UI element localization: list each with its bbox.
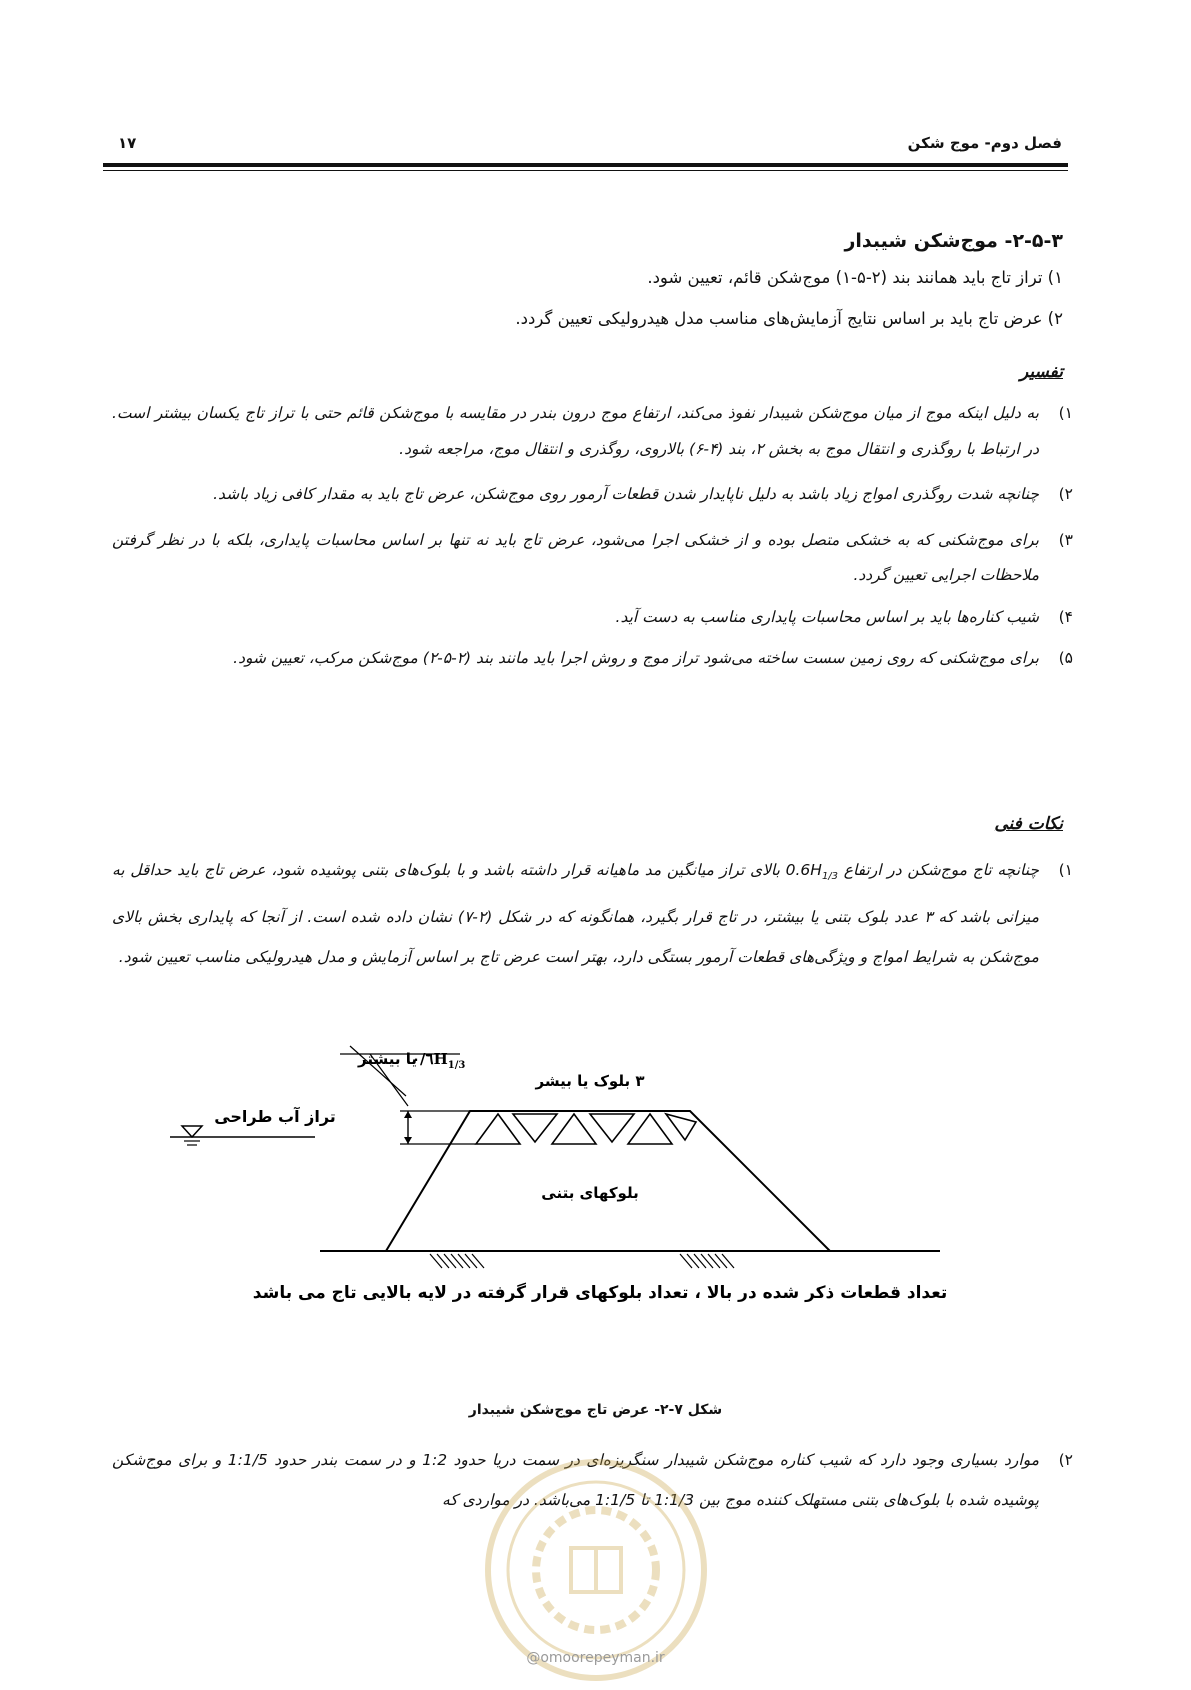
arrow-down <box>404 1137 412 1144</box>
or-more-label: یا بیشتر <box>358 1050 417 1068</box>
item-number: ۵) <box>1058 649 1073 667</box>
item-number: ۳) <box>1058 530 1073 549</box>
interpretation-item <box>112 641 1073 677</box>
figure-note: تعداد قطعات ذکر شده در بالا ، تعداد بلوکهای قرار گرفته در لایه بالایی تاج می باشد <box>252 1283 948 1303</box>
formula-subscript: 1/3 <box>821 871 839 883</box>
running-header-chapter: فصل دوم- موج شکن <box>907 134 1062 152</box>
note-text: موارد بسیاری وجود دارد که شیب کناره موج‌شکن شیبدار سنگریزه‌ای در سمت دریا حدود 1:2 و در سمت بندر حدود 1:1/5 و برای موج‌شکن پوشیده شده با بلوک‌های بتنی مستهلک کننده موج بین 1:1/3 تا 1:1/5 می‌باشد. در مواردی که <box>112 1451 1040 1509</box>
interpretation-item <box>112 396 1073 467</box>
formula <box>785 861 839 883</box>
interpretation-item <box>112 600 1073 636</box>
design-water-level-label: تراز آب طراحی <box>214 1107 336 1126</box>
water-level-triangle-icon <box>182 1126 202 1137</box>
item-number: ۲) <box>1058 485 1073 503</box>
concrete-blocks-label: بلوکهای بتنی <box>541 1184 639 1202</box>
item-text: به دلیل اینکه موج از میان موج‌شکن شیبدار نفوذ می‌کند، ارتفاع موج درون بندر در مقایسه با موج‌شکن قائم حتی با تراز تاج یکسان بیشتر است. در ارتباط با روگذری و انتقال موج به بخش ۲، بند (۴-۶) بالاروی، روگذری و انتقال موج، مراجعه شود. <box>112 404 1039 458</box>
foundation-hatching-right <box>680 1254 734 1268</box>
header-rule-thick <box>103 163 1068 167</box>
crest-width-figure <box>180 1050 1020 1393</box>
item-number: ۱) <box>1058 861 1073 879</box>
height-label-coefficient: ٠/٦ <box>412 1050 434 1068</box>
header-rule-thin <box>103 170 1068 171</box>
item-number: ۴) <box>1058 607 1073 626</box>
height-label-subscript: 1/3 <box>447 1060 466 1071</box>
item-text: برای موج‌شکنی که روی زمین سست ساخته می‌شود تراز موج و روش اجرا باید مانند بند (۲-۵-۲) موج‌شکن مرکب، تعیین شود. <box>233 649 1039 667</box>
figure-top-annotations <box>180 1030 1020 1110</box>
interpretation-list <box>112 396 1073 677</box>
interpretation-heading: تفسیر <box>1019 362 1063 382</box>
requirement-2: ۲) عرض تاج باید بر اساس نتایج آزمایش‌های مناسب مدل هیدرولیکی تعیین گردد. <box>515 309 1063 328</box>
leader-line-upper <box>370 1054 408 1106</box>
technical-note-1 <box>112 850 1073 977</box>
technical-notes-list <box>112 850 1073 977</box>
foundation-hatching-left <box>430 1254 484 1268</box>
requirement-1: ۱) تراز تاج باید همانند بند (۲-۵-۱) موج‌شکن قائم، تعیین شود. <box>647 268 1063 287</box>
note-text-after: بالای تراز میانگین مد ماهیانه قرار داشته باشد و با بلوک‌های بتنی پوشیده شود، عرض تاج باید حداقل به میزانی باشد که ۳ عدد بلوک بتنی یا بیشتر، در تاج قرار بگیرد، همانگونه که در شکل (۲-۷) نشان داده شده است. از آنجا که پایداری بخش بالای موج‌شکن به شرایط امواج و ویژگی‌های قطعات آرمور بستگی دارد، بهتر است عرض تاج بر اساس آزمایش و مدل هیدرولیکی مناسب تعیین شود. <box>112 861 1040 967</box>
item-text: شیب کناره‌ها باید بر اساس محاسبات پایداری مناسب به دست آید. <box>615 607 1039 626</box>
note-text-before: چنانچه تاج موج‌شکن در ارتفاع <box>838 861 1039 879</box>
figure-caption: شکل ۷-۲- عرض تاج موج‌شکن شیبدار <box>468 1402 723 1418</box>
section-title: ۲-۵-۳- موج‌شکن شیبدار <box>844 230 1063 252</box>
interpretation-item <box>112 523 1073 594</box>
item-text: برای موج‌شکنی که به خشکی متصل بوده و از خشکی اجرا می‌شود، عرض تاج باید نه تنها بر اساس محاسبات پایداری، بلکه با در نظر گرفتن ملاحظات اجرایی تعیین گردد. <box>112 530 1039 584</box>
technical-notes-heading: نکات فنی <box>994 814 1063 834</box>
armor-blocks <box>476 1114 696 1144</box>
watermark-site: @omoorepeyman.ir <box>526 1650 665 1666</box>
height-label-h: H <box>433 1050 448 1068</box>
item-number: ۲) <box>1058 1451 1073 1469</box>
interpretation-item <box>112 477 1073 513</box>
item-number: ۱) <box>1058 404 1073 422</box>
page-number: ۱۷ <box>118 134 137 152</box>
arrow-up <box>404 1111 412 1118</box>
breakwater-body <box>386 1111 830 1251</box>
blocks-label: ۳ بلوک یا بیشر <box>535 1072 645 1090</box>
item-text: چنانچه شدت روگذری امواج زیاد باشد به دلیل ناپایدار شدن قطعات آرمور روی موج‌شکن، عرض تاج باید به مقدار کافی زیاد باشد. <box>213 485 1039 503</box>
formula-main: 0.6H <box>785 861 822 879</box>
